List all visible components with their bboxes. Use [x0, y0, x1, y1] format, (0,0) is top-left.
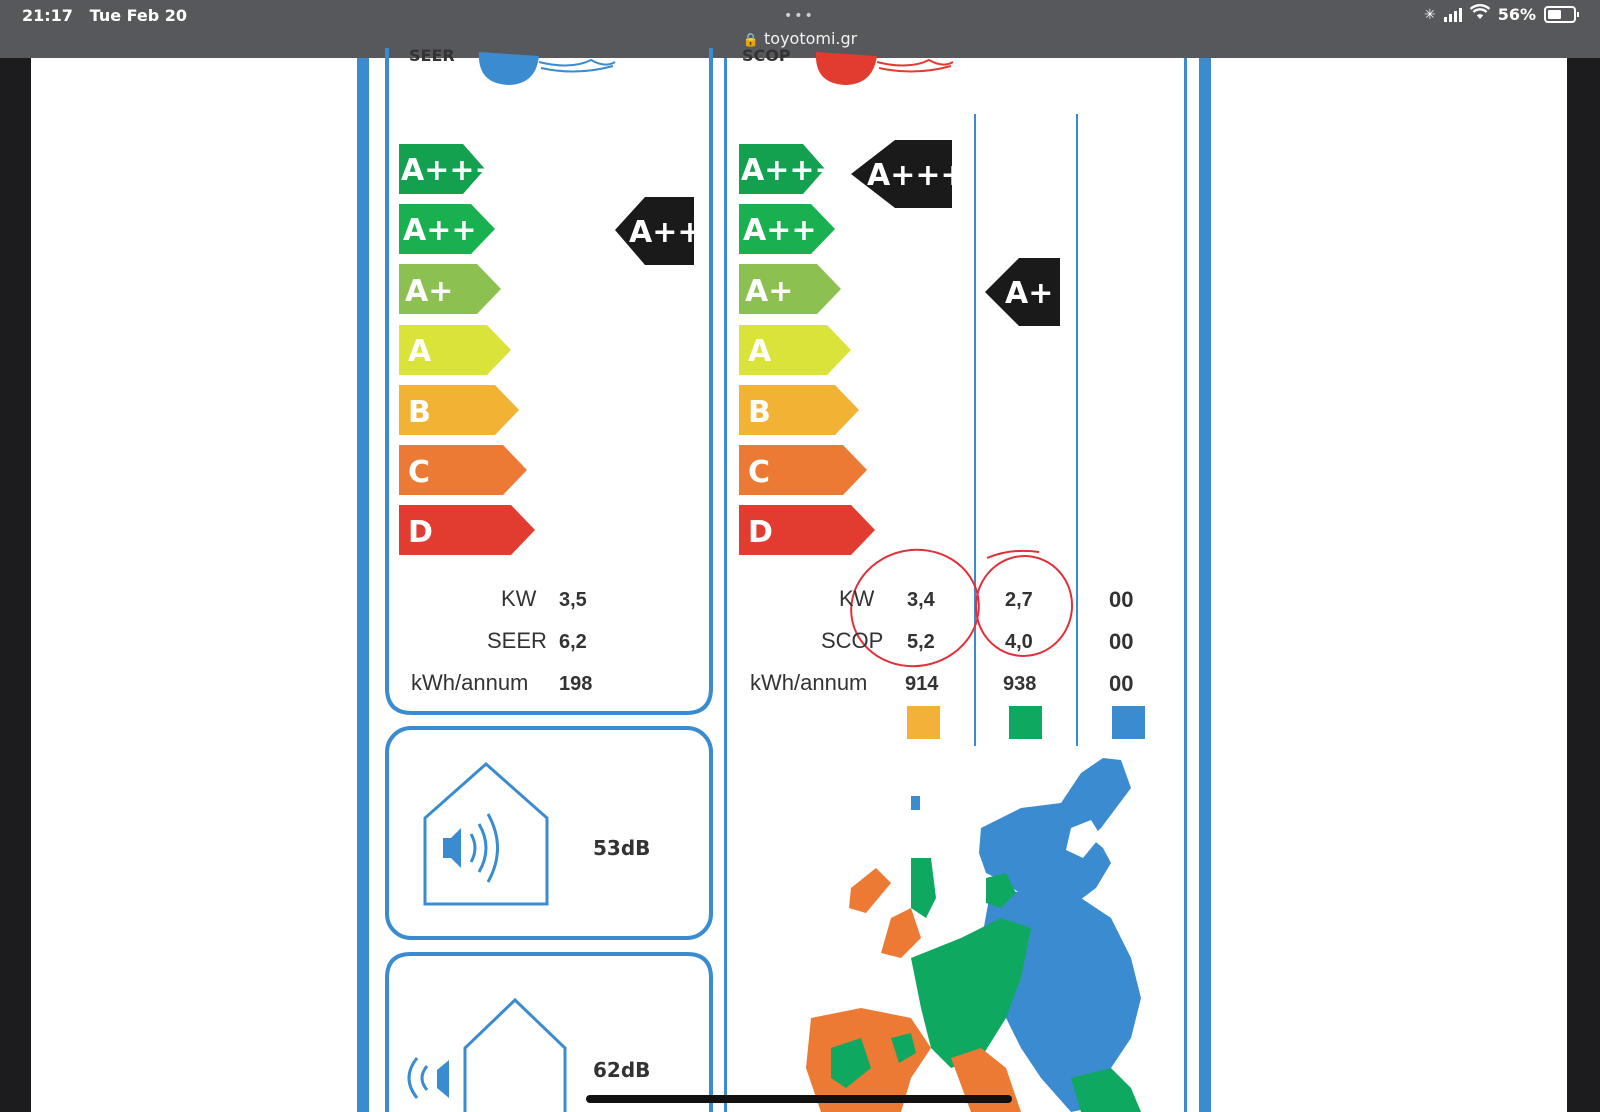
heating-rating-average-badge: A+ [1005, 276, 1054, 311]
status-time: 21:17 Tue Feb 20 [22, 6, 188, 25]
outdoor-noise-value: 62dB [593, 1058, 651, 1082]
cooling-kwh-value: 198 [559, 673, 593, 695]
battery-icon [1544, 6, 1576, 23]
europe-climate-map [806, 758, 1141, 1112]
heating-average-scop: 4,0 [1005, 631, 1033, 653]
cold-zone-swatch [1112, 706, 1145, 739]
cooling-kw-label: KW [501, 586, 537, 611]
heating-class-aplus2: A++ [743, 213, 817, 248]
home-indicator[interactable] [586, 1095, 1012, 1103]
heating-scop-label: SCOP [821, 628, 884, 653]
cooling-kwh-label: kWh/annum [411, 670, 529, 695]
heating-warm-kw: 3,4 [907, 589, 935, 611]
cellular-signal-icon [1444, 8, 1462, 22]
svg-text:SCOP: SCOP [742, 46, 791, 65]
battery-percent: 56% [1497, 5, 1536, 24]
status-bar [0, 0, 1600, 58]
heating-class-a: A [748, 334, 772, 369]
more-dots-icon[interactable]: ••• [784, 8, 815, 24]
heating-warm-kwh: 914 [905, 673, 939, 695]
web-page [31, 46, 1567, 1112]
cooling-class-a: A [408, 334, 432, 369]
heating-average-kwh: 938 [1003, 673, 1037, 695]
address-bar[interactable] [0, 29, 1600, 48]
warm-zone-swatch [907, 706, 940, 739]
indoor-noise-icon [425, 764, 547, 904]
cooling-kw-value: 3,5 [559, 589, 587, 611]
heating-cold-scop: 00 [1109, 629, 1134, 654]
cooling-seer-value: 6,2 [559, 631, 587, 653]
cooling-class-b: B [408, 395, 431, 430]
heating-class-c: C [748, 455, 771, 490]
cooling-class-aplus: A+ [405, 274, 454, 309]
heating-class-aplus3: A+++ [741, 153, 840, 188]
loading-icon: ✳ [1423, 6, 1436, 23]
heating-class-b: B [748, 395, 771, 430]
heating-rating-warm-badge: A+++ [867, 158, 966, 193]
heating-class-aplus: A+ [745, 274, 794, 309]
cooling-class-d: D [408, 515, 433, 550]
status-indicators [1424, 5, 1576, 24]
heating-kwh-label: kWh/annum [750, 670, 868, 695]
cooling-class-aplus2: A++ [403, 213, 477, 248]
cooling-rating-badge: A++ [629, 215, 703, 250]
indoor-noise-value: 53dB [593, 836, 651, 860]
outdoor-noise-icon [409, 1000, 565, 1112]
wifi-icon [1470, 5, 1490, 24]
heating-cold-kw: 00 [1109, 587, 1134, 612]
heating-class-scale [739, 144, 875, 555]
heating-cold-kwh: 00 [1109, 671, 1134, 696]
cooling-seer-label: SEER [487, 628, 547, 653]
lock-icon: 🔒 [742, 33, 759, 48]
svg-text:SEER: SEER [409, 46, 455, 65]
average-zone-swatch [1009, 706, 1042, 739]
cooling-class-aplus3: A+++ [401, 153, 500, 188]
heating-warm-scop: 5,2 [907, 631, 935, 653]
heating-kw-label: KW [839, 586, 875, 611]
heating-average-kw: 2,7 [1005, 589, 1033, 611]
url-text: toyotomi.gr [764, 29, 858, 48]
cooling-class-scale [399, 144, 535, 555]
heating-class-d: D [748, 515, 773, 550]
cooling-class-c: C [408, 455, 431, 490]
energy-label-image [31, 46, 1567, 1112]
